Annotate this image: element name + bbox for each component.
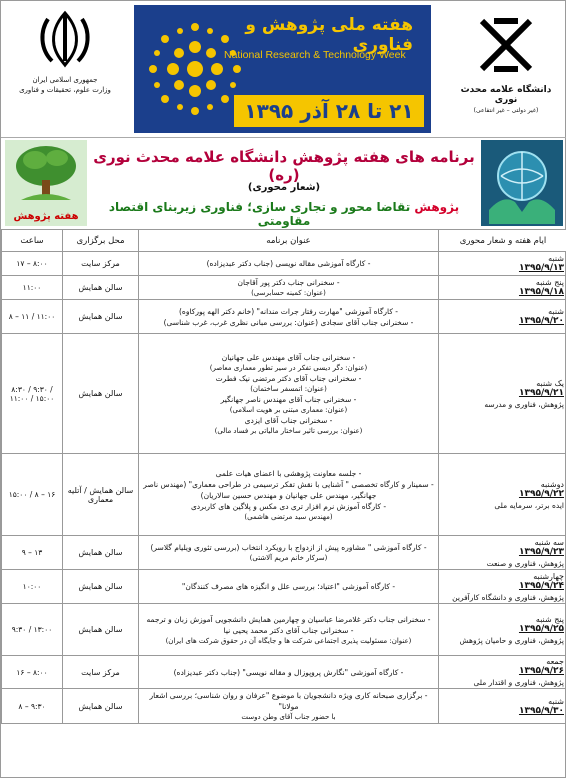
table-row — [2, 276, 566, 300]
motto-label: (شعار محوری) — [247, 182, 321, 193]
day-date: ۱۳۹۵/۹/۲۶ — [518, 666, 564, 676]
banner-date: ۲۱ تا ۲۸ آذر ۱۳۹۵ — [234, 95, 424, 127]
university-name: دانشگاه علامه محدث نوری — [460, 85, 552, 105]
cell-day — [439, 536, 566, 570]
event-title: - سخنرانی جناب آقای مهندس ناصر جهانگیر — [220, 394, 357, 404]
event-title: - جلسه معاونت پژوهشی با اعضای هیات علمی — [215, 468, 362, 478]
cell-day — [439, 689, 566, 724]
event-title: - سخنرانی جناب آقای مهندس علی جهانیان — [221, 352, 356, 362]
day-date: ۱۳۹۵/۹/۲۳ — [518, 546, 564, 557]
event-title: - کارگاه آموزشی "نگارش پروپوزال و مقاله نویسی" (جناب دکتر عبدیزاده) — [173, 667, 404, 677]
cell-program-title — [139, 656, 439, 689]
iran-emblem — [15, 9, 115, 119]
day-name: جمعه — [546, 657, 564, 666]
motto-text: تقاضا محور و تجاری سازی؛ فناوری زیربنای اقتصاد مقاومتی — [108, 200, 411, 228]
motto-accent: پژوهش — [414, 200, 460, 214]
tree-icon — [5, 140, 87, 206]
day-theme: پژوهش، فناوری و دانشگاه کارآفرین — [452, 592, 564, 602]
emblem-caption-2: وزارت علوم، تحقیقات و فناوری — [19, 86, 111, 94]
day-date: ۱۳۹۵/۹/۲۱ — [518, 387, 564, 398]
cell-time: ۱۷ – ۸:۰۰ — [2, 252, 63, 276]
cell-place: سالن همایش — [63, 334, 139, 454]
event-title: - کارگاه آموزشی مقاله نویسی (جناب دکتر عبدیزاده) — [206, 259, 371, 268]
day-date: ۱۳۹۵/۹/۲۴ — [518, 580, 564, 591]
table-body — [2, 252, 566, 724]
table-row — [2, 536, 566, 570]
cell-place: سالن همایش — [63, 689, 139, 724]
cell-place: مرکز سایت — [63, 656, 139, 689]
cell-program-title — [139, 689, 439, 724]
cell-program-title — [139, 300, 439, 334]
day-theme: پژوهش، فناوری و اقتدار ملی — [473, 678, 564, 687]
day-name: پنج شنبه — [535, 278, 564, 287]
table-row — [2, 656, 566, 689]
event-subtitle: (عنوان: معماری مبتنی بر هویت اسلامی) — [229, 405, 348, 414]
event-title: - سمینار و کارگاه تخصصی " آشنایی با نقش تفکر ترسیمی در طراحی معماری" (مهندس ناصر جهانگیر، مهندس علی جهانیان و مهندس حسین سالاریان) — [143, 479, 434, 500]
cell-program-title — [139, 252, 439, 276]
day-theme: پژوهش، فناوری و حامیان پژوهش — [459, 635, 564, 645]
event-subtitle: (مهندس سید مرتضی هاشمی) — [244, 512, 333, 521]
event-title: - سخنرانی جناب آقای سجادی (عنوان: بررسی مبانی نظری غرب، غرب شناسی) — [163, 317, 414, 327]
iran-emblem-icon — [34, 9, 96, 71]
cell-day — [439, 300, 566, 334]
cell-program-title — [139, 454, 439, 536]
day-name: شنبه — [548, 254, 564, 263]
cell-place: سالن همایش — [63, 300, 139, 334]
table-row — [2, 570, 566, 604]
cell-day — [439, 454, 566, 536]
event-title: - کارگاه آموزشی "مهارت رفتار جرات مندانه" (خانم دکتر الهه پورکاوه) — [179, 306, 398, 316]
cell-day — [439, 604, 566, 656]
cell-time: ۱۶ – ۸:۰۰ — [2, 656, 63, 689]
cell-place: سالن همایش — [63, 604, 139, 656]
event-subtitle: (عنوان: اتمسفر ساختمان) — [250, 384, 327, 393]
cell-time: ۱۵:۰۰ / ۸ – ۱۶ — [2, 454, 63, 536]
event-title: - سخنرانی جناب آقای دکتر مرتضی نیک فطرت — [215, 373, 362, 383]
day-name: سه شنبه — [534, 537, 564, 547]
emblem-caption-1: جمهوری اسلامی ایران — [32, 76, 98, 84]
cell-day — [439, 252, 566, 276]
day-date: ۱۳۹۵/۹/۳۰ — [518, 705, 564, 716]
table-row — [2, 689, 566, 724]
cell-time: ۹ – ۱۳ — [2, 536, 63, 570]
cell-place: مرکز سایت — [63, 252, 139, 276]
cell-time: ۸ – ۹:۳۰ — [2, 689, 63, 724]
header-time: ساعت — [2, 230, 63, 252]
cell-place: سالن همایش — [63, 536, 139, 570]
header-day: ایام هفته و شعار محوری — [439, 230, 566, 252]
header — [1, 1, 566, 137]
cell-time: ۹:۳۰ / ۱۳:۰۰ — [2, 604, 63, 656]
table-row — [2, 454, 566, 536]
day-date: ۱۳۹۵/۹/۱۳ — [518, 263, 564, 273]
day-name: پنج شنبه — [535, 614, 564, 624]
cell-program-title — [139, 536, 439, 570]
research-week-banner — [134, 5, 431, 133]
table-row — [2, 604, 566, 656]
cell-program-title — [139, 604, 439, 656]
cell-place: سالن همایش — [63, 276, 139, 300]
event-title: - سخنرانی جناب آقای دکتر محمد یحیی نیا — [223, 625, 354, 635]
event-title: - سخنرانی جناب آقای ایزدی — [244, 415, 333, 425]
cell-time: ۱۱:۰۰ — [2, 276, 63, 300]
university-logo-icon — [474, 13, 538, 77]
table-row — [2, 300, 566, 334]
cell-program-title — [139, 334, 439, 454]
banner-english-title: National Research & Technology Week — [224, 49, 406, 61]
event-subtitle: (عنوان: مسئولیت پذیری اجتماعی شرکت ها و جایگاه آن در حقوق شرکت های ایران) — [165, 636, 412, 645]
research-week-tree-image — [5, 140, 87, 226]
table-header-row — [2, 230, 566, 252]
cell-day — [439, 570, 566, 604]
day-name: شنبه — [548, 307, 564, 316]
cell-time: ۸ – ۱۱ / ۱۱:۰۰ — [2, 300, 63, 334]
day-theme: پژوهش، فناوری و صنعت — [486, 558, 564, 568]
day-date: ۱۳۹۵/۹/۲۲ — [518, 488, 564, 499]
schedule-table — [1, 229, 566, 724]
title-band — [1, 137, 566, 229]
event-subtitle: (سرکار خانم مریم آلاشتی) — [249, 554, 328, 562]
page-title: برنامه های هفته پژوهش دانشگاه علامه محدث نوری (ره) — [93, 148, 475, 184]
day-date: ۱۳۹۵/۹/۲۵ — [518, 623, 564, 634]
hands-globe-icon — [481, 140, 563, 226]
research-week-label: هفته پژوهش — [13, 211, 79, 222]
cell-day — [439, 334, 566, 454]
event-title: - کارگاه آموزش نرم افزار تری دی مکس و پلاگین های کاربردی — [190, 501, 387, 511]
event-title: - برگزاری صبحانه کاری ویژه دانشجویان با موضوع "عرفان و روان شناسی؛ بررسی اشعار مولانا" — [149, 691, 428, 711]
event-subtitle: (عنوان: بررسی تاثیر ساختار مالیاتی بر فساد مالی) — [214, 426, 363, 435]
cell-day — [439, 276, 566, 300]
day-date: ۱۳۹۵/۹/۱۸ — [518, 287, 564, 297]
day-name: شنبه — [548, 696, 564, 706]
university-subtitle: (غیر دولتی – غیر انتفاعی) — [473, 107, 539, 114]
header-place: محل برگزاری — [63, 230, 139, 252]
university-logo — [456, 13, 556, 123]
event-subtitle: (عنوان: کمینه حسابرسی) — [251, 289, 326, 297]
day-theme: ایده برتر، سرمایه ملی — [494, 500, 564, 510]
cell-day — [439, 656, 566, 689]
cell-program-title — [139, 276, 439, 300]
research-globe-image — [481, 140, 563, 226]
day-name: چهارشنبه — [533, 571, 564, 581]
event-title: - سخنرانی جناب دکتر غلامرضا عباسیان و چهارمین همایش دانشجویی آموزش زبان و ترجمه — [146, 614, 431, 624]
day-name: یک شنبه — [536, 378, 564, 388]
cell-place: سالن همایش / آتلیه معماری — [63, 454, 139, 536]
day-date: ۱۳۹۵/۹/۲۰ — [518, 316, 564, 326]
banner-title: هفته ملی پژوهش و فناوری — [245, 15, 413, 55]
cell-program-title — [139, 570, 439, 604]
header-title: عنوان برنامه — [139, 230, 439, 252]
cell-time: ۱۰:۰۰ — [2, 570, 63, 604]
event-subtitle: (عنوان: دگر دیسی تفکر در سیر تطور معماری معاصر) — [209, 363, 368, 372]
cell-place: سالن همایش — [63, 570, 139, 604]
event-title: - کارگاه آموزشی "اعتیاد؛ بررسی علل و انگیزه های مصرف کنندگان" — [181, 582, 396, 591]
event-subtitle: با حضور جناب آقای وطن دوست — [241, 713, 336, 721]
cell-time: ۸:۳۰ / ۹:۳۰ / ۱۱:۰۰ / ۱۵:۰۰ — [2, 334, 63, 454]
event-title: - سخنرانی جناب دکتر پور آقاجان — [237, 278, 340, 287]
event-title: - کارگاه آموزشی " مشاوره پیش از ازدواج با رویکرد انتخاب (بررسی تئوری ویلیام گلاسر) — [150, 543, 427, 552]
table-row — [2, 334, 566, 454]
table-row — [2, 252, 566, 276]
motto — [91, 200, 477, 228]
day-theme: پژوهش، فناوری و مدرسه — [484, 399, 564, 409]
day-name: دوشنبه — [540, 479, 564, 489]
